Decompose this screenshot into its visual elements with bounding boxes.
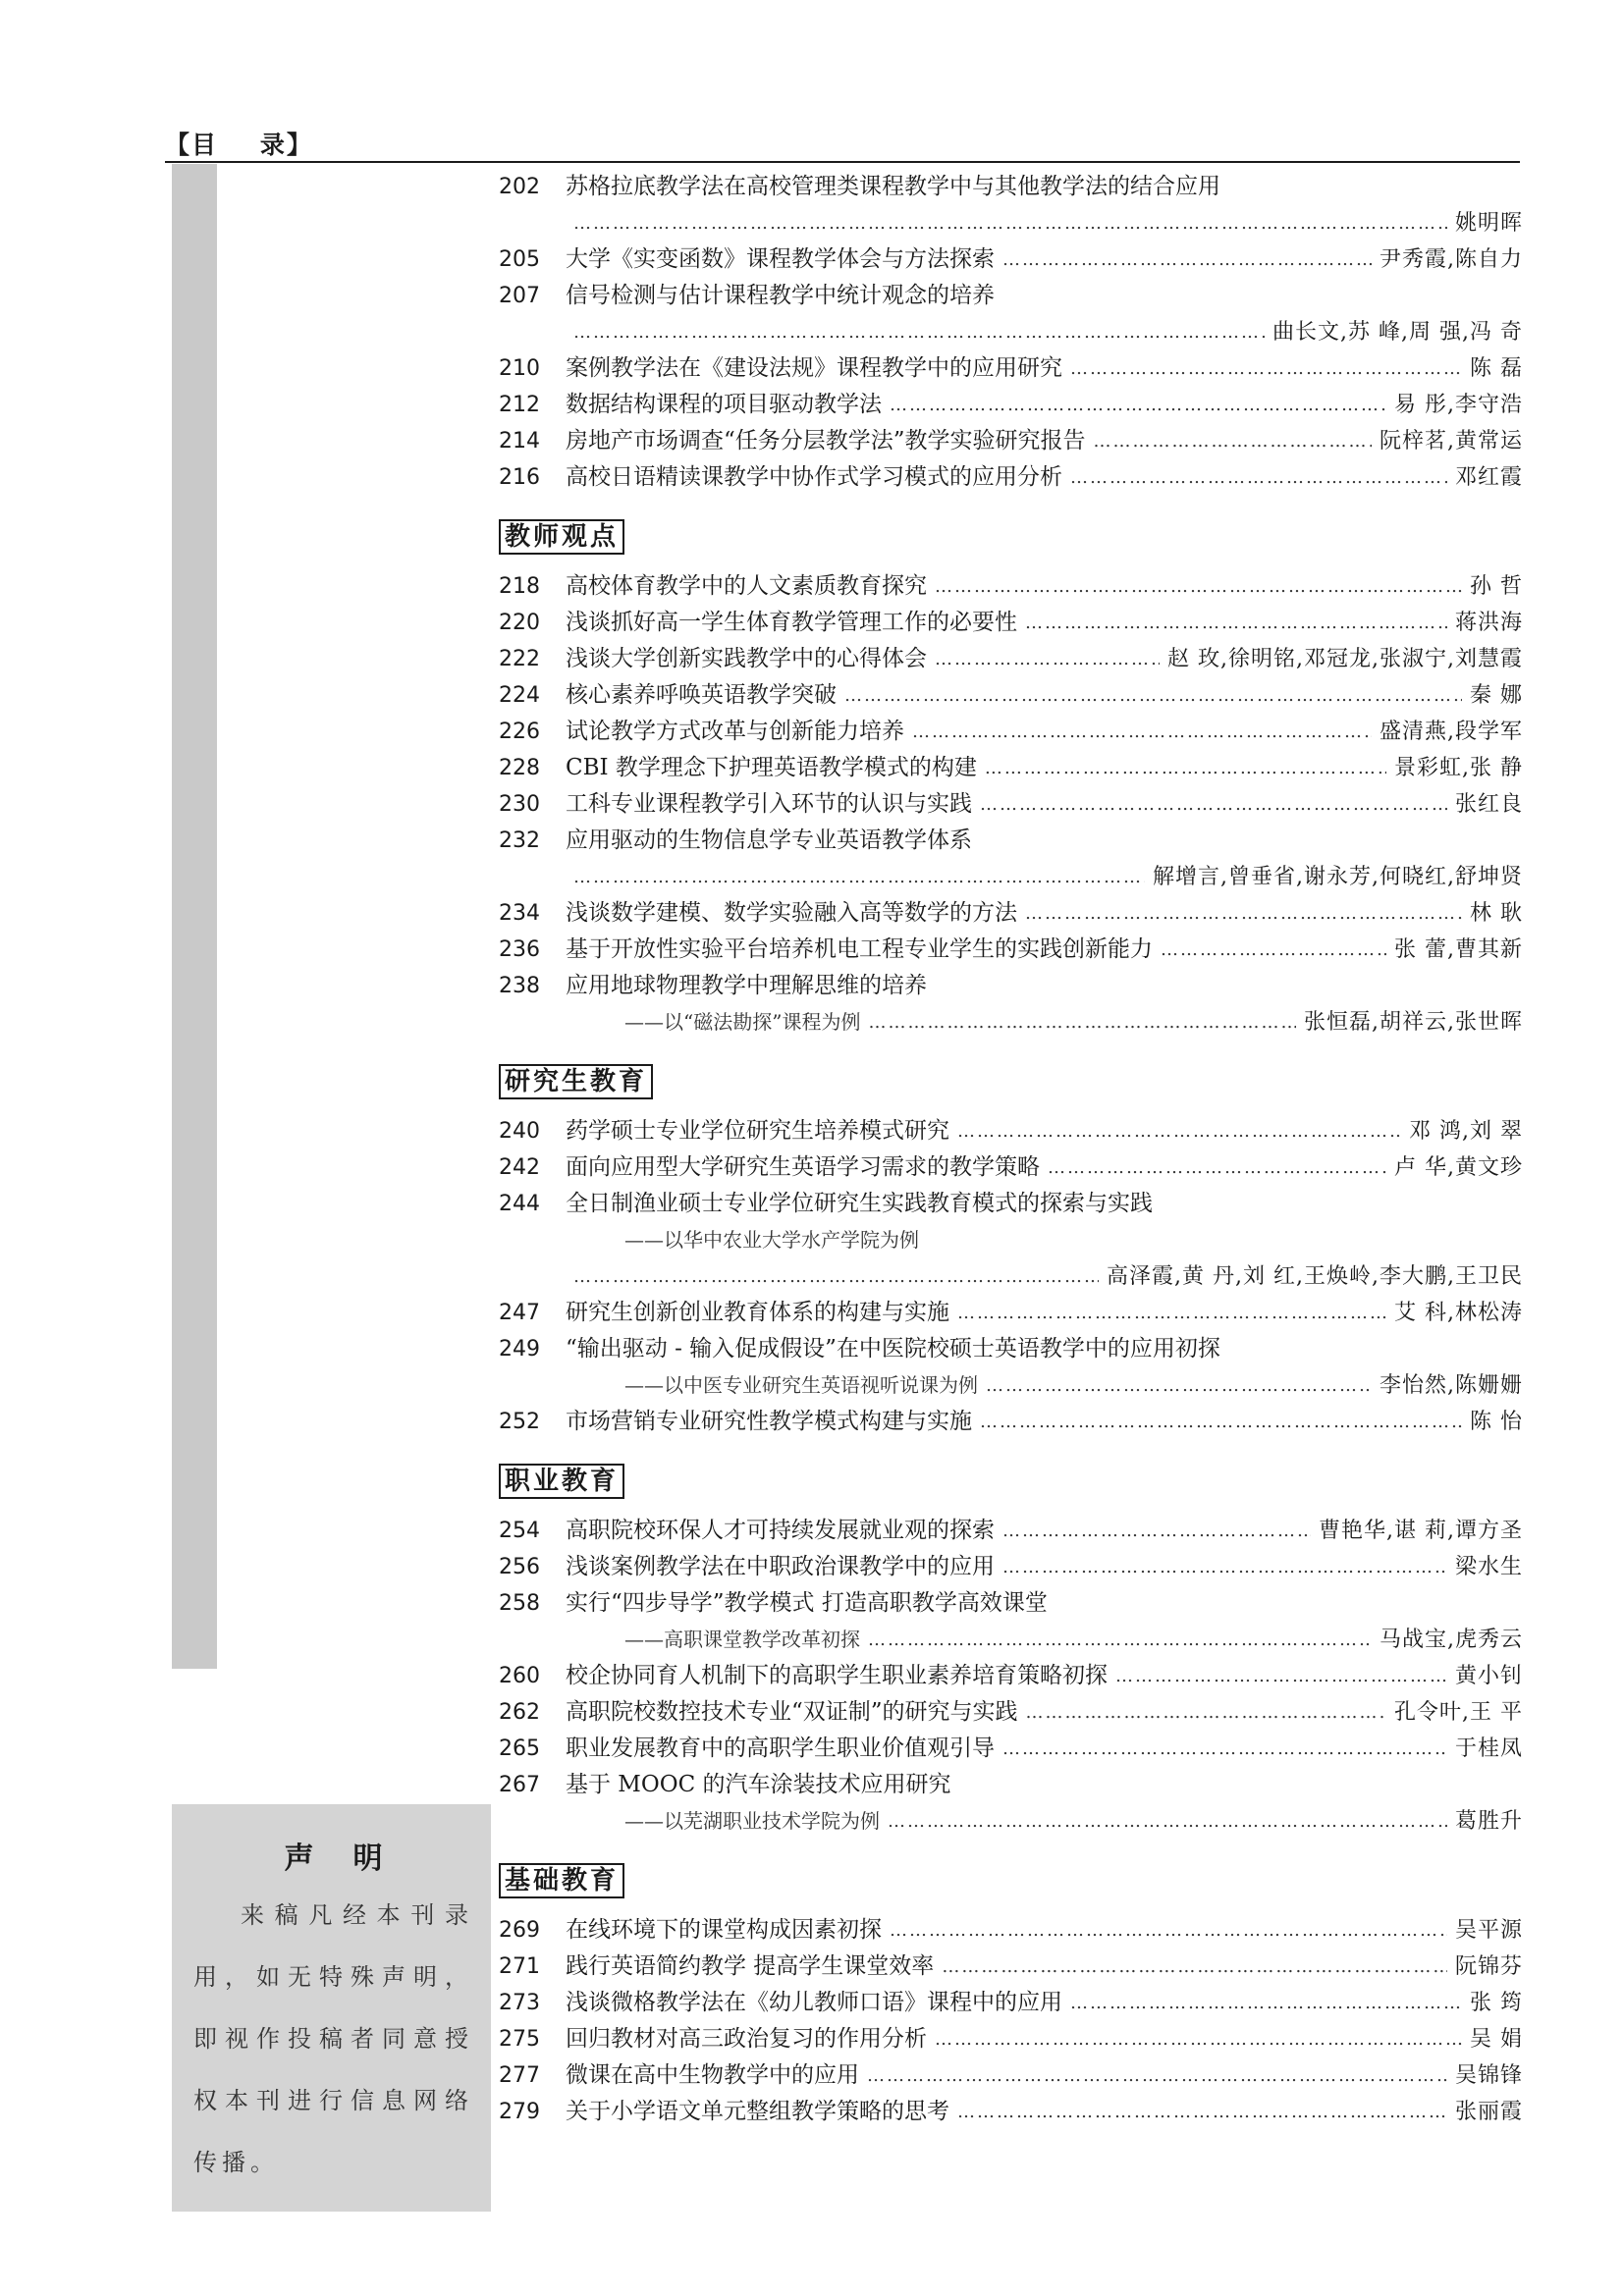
dot-leader	[573, 205, 1447, 241]
toc-entry[interactable]	[499, 1658, 1523, 1694]
toc-entry[interactable]	[499, 1404, 1523, 1440]
header-rule	[165, 161, 1520, 163]
dot-leader	[1070, 459, 1447, 496]
page-number: 232	[499, 828, 540, 853]
page-number: 214	[499, 429, 540, 454]
dot-leader	[980, 786, 1447, 823]
toc-entry[interactable]	[499, 1731, 1523, 1767]
toc-entry[interactable]	[499, 1513, 1523, 1549]
entry-author: 孔令叶,王 平	[1394, 1700, 1523, 1725]
dot-leader	[935, 568, 1462, 605]
entry-author: 李怡然,陈姗姗	[1380, 1373, 1523, 1398]
page-number: 240	[499, 1119, 540, 1144]
entry-title[interactable]: 核心素养呼唤英语教学突破	[566, 682, 837, 708]
entry-title[interactable]: 浅谈案例教学法在中职政治课教学中的应用	[566, 1554, 995, 1579]
entry-title[interactable]: 高校体育教学中的人文素质教育探究	[566, 573, 927, 599]
page-number: 258	[499, 1591, 540, 1616]
toc-header-label: 【目 录】	[165, 131, 313, 159]
entry-author: 曲长文,苏 峰,周 强,冯 奇	[1272, 320, 1523, 345]
entry-author: 邓 鸿,刘 翠	[1409, 1119, 1523, 1144]
dot-leader	[1026, 1694, 1386, 1731]
toc-entry[interactable]	[499, 786, 1523, 823]
entry-title[interactable]: 应用地球物理教学中理解思维的培养	[566, 973, 927, 998]
page-number: 238	[499, 974, 540, 998]
dot-leader	[957, 1113, 1401, 1149]
page-number: 249	[499, 1337, 540, 1362]
toc-entry[interactable]	[499, 823, 1523, 895]
entry-subtitle: ——以“磁法勘探”课程为例	[624, 1010, 861, 1034]
section-label: 教师观点	[499, 519, 624, 555]
entry-subtitle: ——以华中农业大学水产学院为例	[624, 1228, 919, 1252]
dot-leader	[844, 677, 1462, 714]
toc-entry[interactable]	[499, 1113, 1523, 1149]
notice-box	[172, 1804, 491, 2212]
toc-entry[interactable]	[499, 1186, 1523, 1295]
entry-title[interactable]: 大学《实变函数》课程教学体会与方法探索	[566, 246, 995, 272]
entry-title[interactable]: 基于 MOOC 的汽车涂装技术应用研究	[566, 1772, 951, 1797]
notice-body: 来稿凡经本刊录用，如无特殊声明，即视作投稿者同意授权本刊进行信息网络传播。	[193, 1901, 473, 2176]
toc-entry[interactable]	[499, 1949, 1523, 1985]
entry-author: 吴锦锋	[1454, 2063, 1523, 2088]
entry-author: 阮锦芬	[1454, 1954, 1523, 1979]
entry-title[interactable]: 房地产市场调查“任务分层教学法”教学实验研究报告	[566, 428, 1086, 454]
section-label: 基础教育	[499, 1863, 624, 1898]
page-number: 260	[499, 1664, 540, 1688]
page-number: 222	[499, 647, 540, 671]
toc-entry[interactable]	[499, 750, 1523, 786]
toc-entry[interactable]	[499, 1331, 1523, 1404]
left-decorative-bar	[172, 164, 217, 1669]
entry-title[interactable]: 浅谈数学建模、数学实验融入高等数学的方法	[566, 900, 1017, 926]
page-number: 265	[499, 1736, 540, 1761]
entry-author: 陈 磊	[1470, 356, 1523, 381]
entry-author: 葛胜升	[1454, 1809, 1523, 1834]
dot-leader	[1094, 423, 1372, 459]
toc-entry[interactable]	[499, 605, 1523, 641]
toc-entry[interactable]	[499, 1549, 1523, 1585]
entry-author: 曹艳华,谌 莉,谭方圣	[1319, 1519, 1523, 1543]
entry-author: 陈 怡	[1470, 1410, 1523, 1434]
entry-author: 秦 娜	[1470, 683, 1523, 708]
toc-entry[interactable]	[499, 2021, 1523, 2057]
entry-title[interactable]: 践行英语简约教学 提高学生课堂效率	[566, 1953, 935, 1979]
section-heading	[499, 1440, 1523, 1507]
page-number: 202	[499, 175, 540, 199]
toc-entry[interactable]	[499, 169, 1523, 241]
toc-entry[interactable]	[499, 459, 1523, 496]
entry-title[interactable]: 浅谈大学创新实践教学中的心得体会	[566, 646, 927, 671]
page-number: 262	[499, 1700, 540, 1725]
entry-title[interactable]: 实行“四步导学”教学模式 打造高职教学高效课堂	[566, 1590, 1048, 1616]
dot-leader	[1025, 605, 1447, 641]
dot-leader	[888, 1803, 1447, 1840]
dot-leader	[942, 1949, 1447, 1985]
page-number: 205	[499, 247, 540, 272]
dot-leader	[1002, 241, 1372, 278]
page-number: 236	[499, 937, 540, 962]
entry-title[interactable]: 关于小学语文单元整组教学策略的思考	[566, 2099, 949, 2124]
section-heading	[499, 1041, 1523, 1107]
entry-subtitle: ——以芜湖职业技术学院为例	[624, 1809, 880, 1833]
entry-author: 张恒磊,胡祥云,张世晖	[1304, 1010, 1523, 1035]
page-number: 230	[499, 792, 540, 817]
page-number: 212	[499, 393, 540, 417]
section-heading	[499, 496, 1523, 562]
toc-entry[interactable]	[499, 568, 1523, 605]
entry-title[interactable]: 应用驱动的生物信息学专业英语教学体系	[566, 828, 972, 853]
page-number: 252	[499, 1410, 540, 1434]
dot-leader	[1161, 932, 1386, 968]
entry-author: 张 蕾,曹其新	[1394, 937, 1523, 962]
page-number: 234	[499, 901, 540, 926]
toc-entry[interactable]	[499, 1767, 1523, 1840]
page-number: 277	[499, 2063, 540, 2088]
entry-author: 吴平源	[1454, 1918, 1523, 1943]
entry-title[interactable]: 职业发展教育中的高职学生职业价值观引导	[566, 1735, 995, 1761]
entry-title[interactable]: 在线环境下的课堂构成因素初探	[566, 1917, 882, 1943]
entry-title[interactable]: 回归教材对高三政治复习的作用分析	[566, 2026, 927, 2052]
section-heading	[499, 1840, 1523, 1906]
dot-leader	[867, 2057, 1447, 2094]
entry-title[interactable]: 数据结构课程的项目驱动教学法	[566, 392, 882, 417]
dot-leader	[890, 1912, 1447, 1949]
page-number: 247	[499, 1301, 540, 1325]
entry-author: 于桂凤	[1454, 1736, 1523, 1761]
dot-leader	[1070, 1985, 1462, 2021]
dot-leader	[1002, 1513, 1311, 1549]
entry-title[interactable]: 高校日语精读课教学中协作式学习模式的应用分析	[566, 464, 1062, 490]
toc-entry[interactable]	[499, 423, 1523, 459]
entry-title[interactable]: 研究生创新创业教育体系的构建与实施	[566, 1300, 949, 1325]
entry-title[interactable]: 信号检测与估计课程教学中统计观念的培养	[566, 283, 995, 308]
toc-entry[interactable]	[499, 2094, 1523, 2130]
dot-leader	[1002, 1731, 1447, 1767]
entry-author: 张红良	[1454, 792, 1523, 817]
entry-author: 张 筠	[1470, 1991, 1523, 2015]
entry-author: 赵 玫,徐明铭,邓冠龙,张淑宁,刘慧霞	[1167, 647, 1523, 671]
entry-title[interactable]: 案例教学法在《建设法规》课程教学中的应用研究	[566, 355, 1062, 381]
entry-author: 林 耿	[1470, 901, 1523, 926]
entry-author: 景彩虹,张 静	[1394, 756, 1523, 780]
page-number: 267	[499, 1773, 540, 1797]
entry-title[interactable]: “输出驱动 - 输入促成假设”在中医院校硕士英语教学中的应用初探	[566, 1336, 1220, 1362]
entry-author: 尹秀霞,陈自力	[1380, 247, 1523, 272]
entry-title[interactable]: CBI 教学理念下护理英语教学模式的构建	[566, 755, 977, 780]
page-number: 224	[499, 683, 540, 708]
page-number: 207	[499, 284, 540, 308]
toc-entry[interactable]	[499, 641, 1523, 677]
page-number: 226	[499, 720, 540, 744]
table-of-contents	[499, 169, 1523, 2130]
entry-author: 盛清燕,段学军	[1380, 720, 1523, 744]
entry-author: 孙 哲	[1470, 574, 1523, 599]
entry-author: 张丽霞	[1454, 2100, 1523, 2124]
toc-entry[interactable]	[499, 241, 1523, 278]
entry-author: 蒋洪海	[1454, 611, 1523, 635]
page-number: 210	[499, 356, 540, 381]
page-number: 228	[499, 756, 540, 780]
entry-title[interactable]: 基于开放性实验平台培养机电工程专业学生的实践创新能力	[566, 936, 1153, 962]
toc-entry[interactable]	[499, 2057, 1523, 2094]
dot-leader	[868, 1622, 1372, 1658]
page-number: 218	[499, 574, 540, 599]
entry-author: 阮梓茗,黄常运	[1380, 429, 1523, 454]
dot-leader	[573, 1258, 1099, 1295]
toc-entry[interactable]	[499, 1694, 1523, 1731]
toc-entry[interactable]	[499, 1149, 1523, 1186]
dot-leader	[1002, 1549, 1447, 1585]
notice-title: 声明	[284, 1842, 422, 1876]
entry-subtitle: ——高职课堂教学改革初探	[624, 1628, 860, 1651]
page-number: 271	[499, 1954, 540, 1979]
entry-title[interactable]: 苏格拉底教学法在高校管理类课程教学中与其他教学法的结合应用	[566, 174, 1220, 199]
dot-leader	[1048, 1149, 1386, 1186]
toc-entry[interactable]	[499, 1585, 1523, 1658]
entry-author: 黄小钊	[1454, 1664, 1523, 1688]
dot-leader	[573, 859, 1145, 895]
entry-title[interactable]: 药学硕士专业学位研究生培养模式研究	[566, 1118, 949, 1144]
dot-leader	[980, 1404, 1462, 1440]
dot-leader	[935, 641, 1160, 677]
entry-author: 解增言,曾垂省,谢永芳,何晓红,舒坤贤	[1153, 865, 1523, 889]
dot-leader	[957, 2094, 1447, 2130]
dot-leader	[935, 2021, 1462, 2057]
page-number: 220	[499, 611, 540, 635]
entry-author: 高泽霞,黄 丹,刘 红,王焕岭,李大鹏,王卫民	[1107, 1264, 1523, 1289]
toc-entry[interactable]	[499, 350, 1523, 387]
entry-title[interactable]: 试论教学方式改革与创新能力培养	[566, 719, 904, 744]
entry-author: 卢 华,黄文珍	[1394, 1155, 1523, 1180]
toc-entry[interactable]	[499, 677, 1523, 714]
entry-title[interactable]: 校企协同育人机制下的高职学生职业素养培育策略初探	[566, 1663, 1108, 1688]
entry-author: 易 彤,李守浩	[1394, 393, 1523, 417]
dot-leader	[573, 314, 1265, 350]
page-number: 269	[499, 1918, 540, 1943]
entry-title[interactable]: 市场营销专业研究性教学模式构建与实施	[566, 1409, 972, 1434]
dot-leader	[1115, 1658, 1447, 1694]
toc-entry[interactable]	[499, 387, 1523, 423]
toc-entry[interactable]	[499, 1912, 1523, 1949]
entry-title[interactable]: 工科专业课程教学引入环节的认识与实践	[566, 791, 972, 817]
toc-entry[interactable]	[499, 1985, 1523, 2021]
page-number: 244	[499, 1192, 540, 1216]
entry-title[interactable]: 高职院校数控技术专业“双证制”的研究与实践	[566, 1699, 1018, 1725]
entry-subtitle: ——以中医专业研究生英语视听说课为例	[624, 1373, 978, 1397]
entry-title[interactable]: 浅谈微格教学法在《幼儿教师口语》课程中的应用	[566, 1990, 1062, 2015]
toc-entry[interactable]	[499, 932, 1523, 968]
page-number: 242	[499, 1155, 540, 1180]
section-label: 职业教育	[499, 1464, 624, 1499]
toc-entry[interactable]	[499, 714, 1523, 750]
entry-author: 艾 科,林松涛	[1394, 1301, 1523, 1325]
entry-author: 梁水生	[1454, 1555, 1523, 1579]
entry-title[interactable]: 微课在高中生物教学中的应用	[566, 2062, 859, 2088]
entry-title[interactable]: 面向应用型大学研究生英语学习需求的教学策略	[566, 1154, 1040, 1180]
entry-title[interactable]: 全日制渔业硕士专业学位研究生实践教育模式的探索与实践	[566, 1191, 1153, 1216]
dot-leader	[985, 750, 1386, 786]
page-number: 216	[499, 465, 540, 490]
dot-leader	[986, 1367, 1372, 1404]
page-number: 279	[499, 2100, 540, 2124]
dot-leader	[912, 714, 1372, 750]
entry-title[interactable]: 浅谈抓好高一学生体育教学管理工作的必要性	[566, 610, 1017, 635]
dot-leader	[957, 1295, 1386, 1331]
dot-leader	[1070, 350, 1462, 387]
toc-entry[interactable]	[499, 968, 1523, 1041]
dot-leader	[868, 1004, 1296, 1041]
entry-title[interactable]: 高职院校环保人才可持续发展就业观的探索	[566, 1518, 995, 1543]
page-number: 275	[499, 2027, 540, 2052]
page-number: 254	[499, 1519, 540, 1543]
toc-entry[interactable]	[499, 895, 1523, 932]
entry-author: 邓红霞	[1454, 465, 1523, 490]
dot-leader	[890, 387, 1386, 423]
section-label: 研究生教育	[499, 1064, 653, 1099]
toc-entry[interactable]	[499, 278, 1523, 350]
page-number: 256	[499, 1555, 540, 1579]
dot-leader	[1025, 895, 1462, 932]
page-number: 273	[499, 1991, 540, 2015]
entry-author: 吴 娟	[1470, 2027, 1523, 2052]
toc-entry[interactable]	[499, 1295, 1523, 1331]
entry-author: 马战宝,虎秀云	[1380, 1628, 1523, 1652]
entry-author: 姚明晖	[1454, 211, 1523, 236]
